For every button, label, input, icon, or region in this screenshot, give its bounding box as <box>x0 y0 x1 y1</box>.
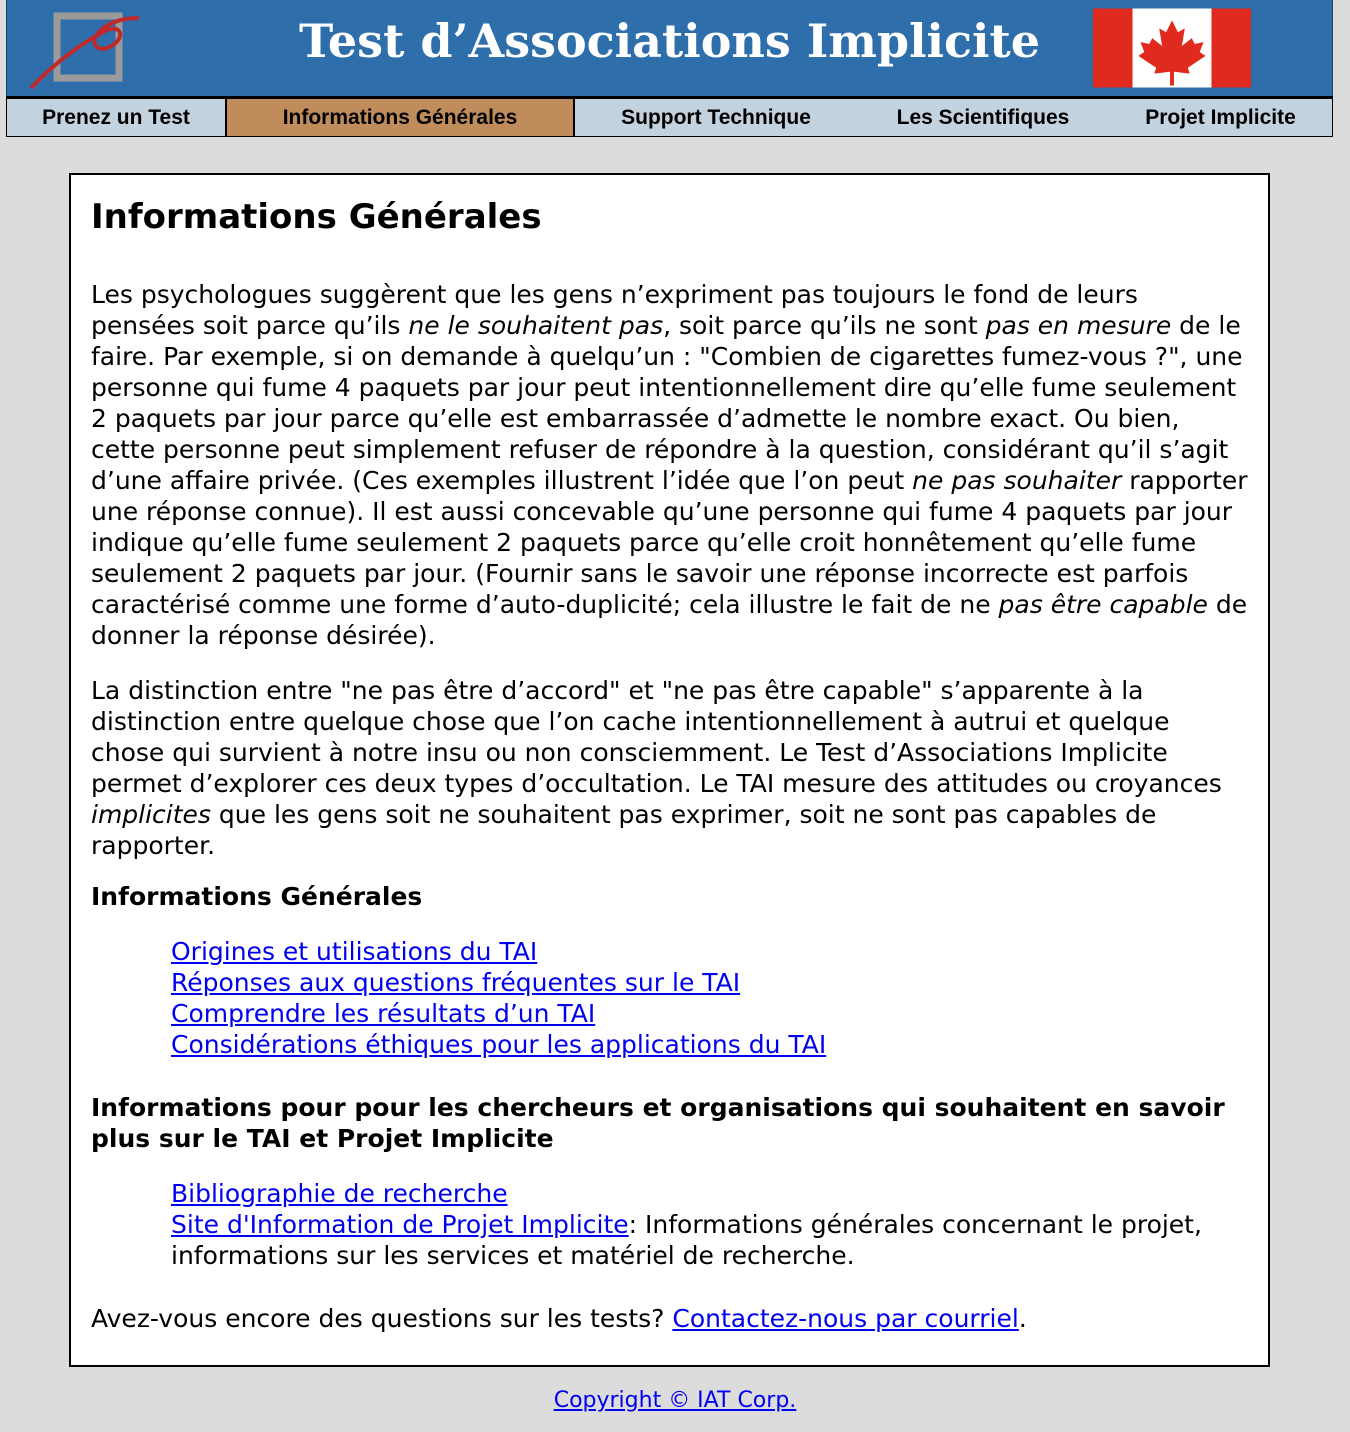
intro-paragraph <box>91 279 1248 651</box>
copyright-link[interactable]: Copyright © IAT Corp. <box>553 1388 797 1413</box>
content-box <box>69 173 1270 1367</box>
site-information-description: : Informations générales concernant le projet, informations sur les services et matériel de recherche. <box>171 1210 1202 1270</box>
text: , soit parce qu’ils ne sont <box>663 311 986 340</box>
distinction-paragraph <box>91 675 1248 861</box>
text: rapporter une réponse connue). Il est aussi concevable qu’une personne qui fume 4 paquets par jour indique qu’elle fume seulement 2 paquets parce qu’elle croit honnêtement qu’elle fume seulement 2 paquets par jour. (Fournir sans le savoir une réponse incorrecte est parfois caractérisé comme une forme d’auto-duplicité; cela illustre le fait de ne <box>91 466 1248 619</box>
general-links <box>171 936 1248 1060</box>
contact-line <box>91 1303 1248 1334</box>
link-comprendre-resultats[interactable]: Comprendre les résultats d’un TAI <box>171 999 596 1028</box>
text: La distinction entre "ne pas être d’accord" et "ne pas être capable" s’apparente à la distinction entre quelque chose que l’on cache intentionnellement à autrui et quelque chose qui survient à notre insu ou non consciemment. Le Test d’Associations Implicite permet d’explorer ces deux types d’occultation. Le TAI mesure des attitudes ou croyances <box>91 676 1222 798</box>
nav-support-technique[interactable]: Support Technique <box>621 105 811 129</box>
text: Les psychologues suggèrent que les gens n’expriment pas toujours le fond de leurs pensées soit parce qu’ils <box>91 280 1138 340</box>
canada-flag-icon <box>1093 8 1251 88</box>
emphasis: pas en mesure <box>985 311 1172 340</box>
nav-les-scientifiques[interactable]: Les Scientifiques <box>896 105 1070 129</box>
emphasis: ne le souhaitent pas <box>408 311 664 340</box>
nav-informations-generales[interactable]: Informations Générales <box>225 99 575 136</box>
emphasis: pas être capable <box>998 590 1208 619</box>
nav-prenez-un-test[interactable]: Prenez un Test <box>42 105 190 129</box>
text: . <box>1018 1304 1027 1333</box>
site-title: Test d’Associations Implicite <box>298 14 1041 68</box>
text: que les gens soit ne souhaitent pas exprimer, soit ne sont pas capables de rapporter. <box>91 800 1157 860</box>
page-title: Informations Générales <box>91 197 542 237</box>
link-origines[interactable]: Origines et utilisations du TAI <box>171 937 538 966</box>
link-bibliographie[interactable]: Bibliographie de recherche <box>171 1179 508 1208</box>
text: de le faire. Par exemple, si on demande à quelqu’un : "Combien de cigarettes fumez-vous ?", une personne qui fume 4 paquets par jour peut intentionnellement dire qu’elle fume seulement 2 paquets par jour parce qu’elle est embarrassée d’admette le nombre exact. Ou bien, cette personne peut simplement refuser de répondre à la question, considérant qu’il s’agit d’une affaire privée. (Ces exemples illustrent l’idée que l’on peut <box>91 311 1243 495</box>
section-general-heading: Informations Générales <box>91 882 423 911</box>
link-site-information[interactable]: Site d'Information de Projet Implicite <box>171 1210 629 1239</box>
nav-projet-implicite[interactable]: Projet Implicite <box>1145 105 1296 129</box>
contact-email-link[interactable]: Contactez-nous par courriel <box>672 1304 1019 1333</box>
link-faq[interactable]: Réponses aux questions fréquentes sur le TAI <box>171 968 741 997</box>
section-researchers-heading: Informations pour pour les chercheurs et organisations qui souhaitent en savoir plus sur le TAI et Projet Implicite <box>91 1093 1225 1153</box>
link-considerations-ethiques[interactable]: Considérations éthiques pour les applications du TAI <box>171 1030 827 1059</box>
research-links <box>171 1178 1248 1271</box>
contact-text: Avez-vous encore des questions sur les tests? <box>91 1304 673 1333</box>
text: de donner la réponse désirée). <box>91 590 1248 650</box>
emphasis: implicites <box>91 800 211 829</box>
main-nav <box>6 96 1333 137</box>
emphasis: ne pas souhaiter <box>912 466 1122 495</box>
site-header <box>6 0 1333 97</box>
footer <box>0 1388 1350 1413</box>
